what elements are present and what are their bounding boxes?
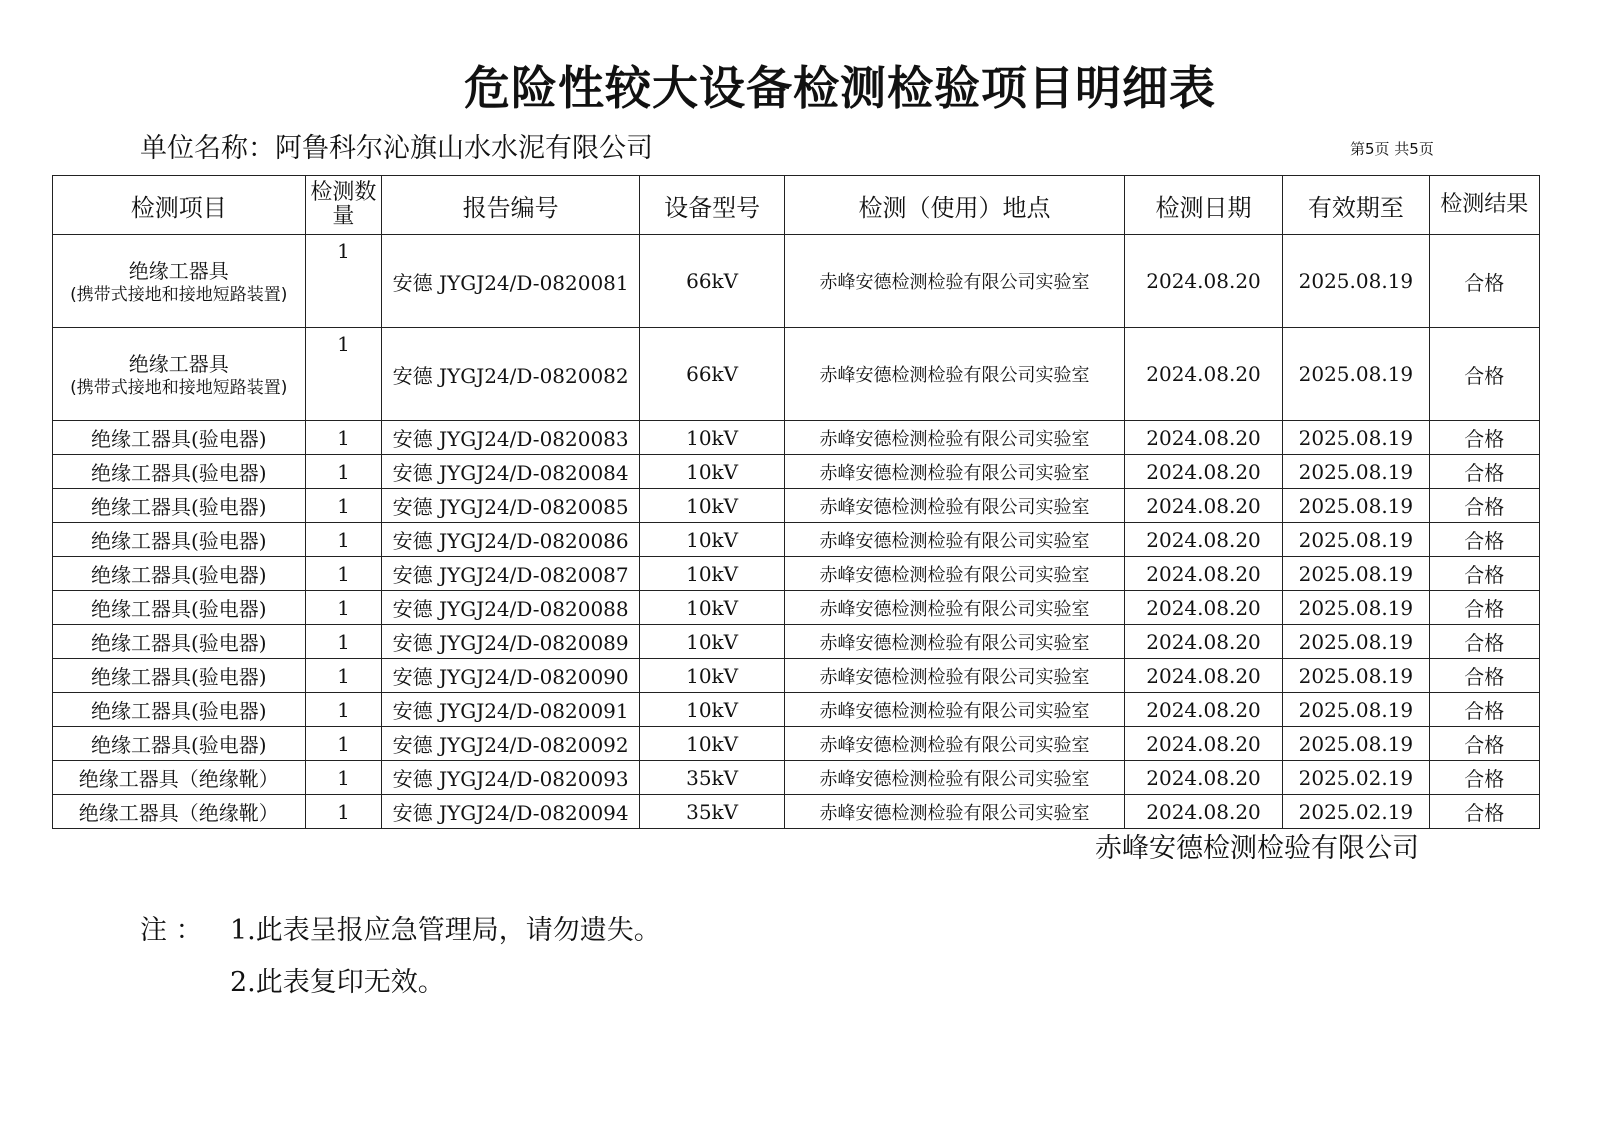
cell-model: 10kV bbox=[640, 625, 785, 659]
cell-location: 赤峰安德检测检验有限公司实验室 bbox=[785, 761, 1125, 795]
cell-report-number: 安德 JYGJ24/D-0820093 bbox=[382, 761, 640, 795]
cell-model: 35kV bbox=[640, 795, 785, 829]
cell-item: 绝缘工器具(验电器) bbox=[53, 591, 306, 625]
cell-valid-until: 2025.08.19 bbox=[1283, 421, 1429, 455]
cell-quantity: 1 bbox=[305, 761, 382, 795]
cell-location: 赤峰安德检测检验有限公司实验室 bbox=[785, 727, 1125, 761]
cell-valid-until: 2025.08.19 bbox=[1283, 693, 1429, 727]
cell-item: 绝缘工器具(验电器) bbox=[53, 693, 306, 727]
cell-model: 10kV bbox=[640, 489, 785, 523]
unit-name: 单位名称：阿鲁科尔沁旗山水水泥有限公司 bbox=[140, 133, 653, 164]
cell-quantity: 1 bbox=[305, 235, 382, 328]
cell-valid-until: 2025.08.19 bbox=[1283, 625, 1429, 659]
cell-result: 合格 bbox=[1429, 235, 1540, 328]
cell-model: 10kV bbox=[640, 523, 785, 557]
cell-item: 绝缘工器具(验电器) bbox=[53, 557, 306, 591]
cell-item: 绝缘工器具(验电器) bbox=[53, 489, 306, 523]
table-row bbox=[53, 523, 1540, 557]
cell-model: 10kV bbox=[640, 455, 785, 489]
cell-valid-until: 2025.08.19 bbox=[1283, 235, 1429, 328]
cell-test-date: 2024.08.20 bbox=[1124, 693, 1283, 727]
cell-result: 合格 bbox=[1429, 421, 1540, 455]
cell-result: 合格 bbox=[1429, 761, 1540, 795]
cell-result: 合格 bbox=[1429, 591, 1540, 625]
cell-model: 10kV bbox=[640, 421, 785, 455]
cell-item: 绝缘工器具(验电器) bbox=[53, 625, 306, 659]
cell-quantity: 1 bbox=[305, 489, 382, 523]
cell-location: 赤峰安德检测检验有限公司实验室 bbox=[785, 328, 1125, 421]
cell-model: 10kV bbox=[640, 659, 785, 693]
cell-quantity: 1 bbox=[305, 727, 382, 761]
cell-report-number: 安德 JYGJ24/D-0820087 bbox=[382, 557, 640, 591]
note-line-1: 1.此表呈报应急管理局，请勿遗失。 bbox=[230, 915, 661, 946]
cell-valid-until: 2025.08.19 bbox=[1283, 557, 1429, 591]
cell-location: 赤峰安德检测检验有限公司实验室 bbox=[785, 421, 1125, 455]
cell-valid-until: 2025.08.19 bbox=[1283, 455, 1429, 489]
cell-location: 赤峰安德检测检验有限公司实验室 bbox=[785, 455, 1125, 489]
cell-test-date: 2024.08.20 bbox=[1124, 591, 1283, 625]
cell-location: 赤峰安德检测检验有限公司实验室 bbox=[785, 659, 1125, 693]
cell-item: 绝缘工器具(验电器) bbox=[53, 659, 306, 693]
cell-item bbox=[53, 328, 306, 421]
table-row bbox=[53, 693, 1540, 727]
table-row bbox=[53, 727, 1540, 761]
header-location: 检测（使用）地点 bbox=[785, 176, 1125, 235]
cell-location: 赤峰安德检测检验有限公司实验室 bbox=[785, 591, 1125, 625]
table-header-row bbox=[53, 176, 1540, 235]
cell-report-number: 安德 JYGJ24/D-0820085 bbox=[382, 489, 640, 523]
cell-model: 10kV bbox=[640, 727, 785, 761]
cell-result: 合格 bbox=[1429, 455, 1540, 489]
cell-item: 绝缘工器具(验电器) bbox=[53, 523, 306, 557]
cell-report-number: 安德 JYGJ24/D-0820089 bbox=[382, 625, 640, 659]
cell-test-date: 2024.08.20 bbox=[1124, 455, 1283, 489]
cell-valid-until: 2025.08.19 bbox=[1283, 489, 1429, 523]
cell-report-number: 安德 JYGJ24/D-0820084 bbox=[382, 455, 640, 489]
cell-test-date: 2024.08.20 bbox=[1124, 489, 1283, 523]
cell-test-date: 2024.08.20 bbox=[1124, 235, 1283, 328]
cell-valid-until: 2025.02.19 bbox=[1283, 761, 1429, 795]
cell-item bbox=[53, 235, 306, 328]
table-row bbox=[53, 235, 1540, 328]
cell-item-sub: (携带式接地和接地短路装置) bbox=[70, 285, 288, 305]
cell-result: 合格 bbox=[1429, 727, 1540, 761]
cell-quantity: 1 bbox=[305, 625, 382, 659]
cell-valid-until: 2025.08.19 bbox=[1283, 523, 1429, 557]
cell-quantity: 1 bbox=[305, 591, 382, 625]
header-item: 检测项目 bbox=[53, 176, 306, 235]
table-row bbox=[53, 489, 1540, 523]
cell-report-number: 安德 JYGJ24/D-0820086 bbox=[382, 523, 640, 557]
cell-model: 66kV bbox=[640, 235, 785, 328]
cell-model: 10kV bbox=[640, 591, 785, 625]
cell-result: 合格 bbox=[1429, 489, 1540, 523]
cell-model: 66kV bbox=[640, 328, 785, 421]
cell-location: 赤峰安德检测检验有限公司实验室 bbox=[785, 693, 1125, 727]
table-body bbox=[53, 235, 1540, 829]
table-row bbox=[53, 328, 1540, 421]
cell-test-date: 2024.08.20 bbox=[1124, 659, 1283, 693]
cell-item: 绝缘工器具(验电器) bbox=[53, 455, 306, 489]
page-title: 危险性较大设备检测检验项目明细表 bbox=[464, 61, 1216, 115]
cell-result: 合格 bbox=[1429, 795, 1540, 829]
table-row bbox=[53, 591, 1540, 625]
cell-location: 赤峰安德检测检验有限公司实验室 bbox=[785, 235, 1125, 328]
cell-model: 35kV bbox=[640, 761, 785, 795]
cell-report-number: 安德 JYGJ24/D-0820081 bbox=[382, 235, 640, 328]
header-result: 检测结果 bbox=[1429, 176, 1540, 235]
cell-quantity: 1 bbox=[305, 693, 382, 727]
cell-valid-until: 2025.08.19 bbox=[1283, 591, 1429, 625]
cell-report-number: 安德 JYGJ24/D-0820091 bbox=[382, 693, 640, 727]
cell-result: 合格 bbox=[1429, 693, 1540, 727]
company-signature: 赤峰安德检测检验有限公司 bbox=[1095, 833, 1419, 864]
cell-test-date: 2024.08.20 bbox=[1124, 795, 1283, 829]
cell-test-date: 2024.08.20 bbox=[1124, 761, 1283, 795]
cell-item-sub: (携带式接地和接地短路装置) bbox=[70, 378, 288, 398]
note-line-2: 2.此表复印无效。 bbox=[230, 967, 445, 998]
header-report-number: 报告编号 bbox=[382, 176, 640, 235]
cell-test-date: 2024.08.20 bbox=[1124, 328, 1283, 421]
cell-valid-until: 2025.02.19 bbox=[1283, 795, 1429, 829]
cell-location: 赤峰安德检测检验有限公司实验室 bbox=[785, 625, 1125, 659]
cell-quantity: 1 bbox=[305, 421, 382, 455]
cell-result: 合格 bbox=[1429, 625, 1540, 659]
table-row bbox=[53, 659, 1540, 693]
page-number: 第5页 共5页 bbox=[1350, 140, 1434, 158]
table-row bbox=[53, 421, 1540, 455]
cell-location: 赤峰安德检测检验有限公司实验室 bbox=[785, 489, 1125, 523]
cell-valid-until: 2025.08.19 bbox=[1283, 727, 1429, 761]
table-row bbox=[53, 557, 1540, 591]
cell-result: 合格 bbox=[1429, 328, 1540, 421]
cell-test-date: 2024.08.20 bbox=[1124, 727, 1283, 761]
cell-test-date: 2024.08.20 bbox=[1124, 625, 1283, 659]
cell-report-number: 安德 JYGJ24/D-0820092 bbox=[382, 727, 640, 761]
cell-item: 绝缘工器具(验电器) bbox=[53, 421, 306, 455]
cell-report-number: 安德 JYGJ24/D-0820088 bbox=[382, 591, 640, 625]
table-row bbox=[53, 455, 1540, 489]
cell-location: 赤峰安德检测检验有限公司实验室 bbox=[785, 795, 1125, 829]
cell-valid-until: 2025.08.19 bbox=[1283, 328, 1429, 421]
cell-quantity: 1 bbox=[305, 557, 382, 591]
cell-valid-until: 2025.08.19 bbox=[1283, 659, 1429, 693]
table-row bbox=[53, 795, 1540, 829]
cell-report-number: 安德 JYGJ24/D-0820082 bbox=[382, 328, 640, 421]
cell-result: 合格 bbox=[1429, 523, 1540, 557]
table-row bbox=[53, 761, 1540, 795]
inspection-table bbox=[52, 175, 1540, 829]
cell-item: 绝缘工器具(验电器) bbox=[53, 727, 306, 761]
cell-report-number: 安德 JYGJ24/D-0820090 bbox=[382, 659, 640, 693]
cell-item: 绝缘工器具（绝缘靴） bbox=[53, 761, 306, 795]
cell-report-number: 安德 JYGJ24/D-0820083 bbox=[382, 421, 640, 455]
cell-item-main: 绝缘工器具 bbox=[128, 352, 229, 376]
header-model: 设备型号 bbox=[640, 176, 785, 235]
note-label: 注 ： bbox=[140, 915, 203, 946]
header-quantity: 检测数量 bbox=[305, 176, 382, 235]
header-valid-until: 有效期至 bbox=[1283, 176, 1429, 235]
cell-test-date: 2024.08.20 bbox=[1124, 421, 1283, 455]
cell-item: 绝缘工器具（绝缘靴） bbox=[53, 795, 306, 829]
cell-quantity: 1 bbox=[305, 328, 382, 421]
cell-result: 合格 bbox=[1429, 557, 1540, 591]
cell-quantity: 1 bbox=[305, 455, 382, 489]
cell-result: 合格 bbox=[1429, 659, 1540, 693]
cell-quantity: 1 bbox=[305, 523, 382, 557]
cell-location: 赤峰安德检测检验有限公司实验室 bbox=[785, 523, 1125, 557]
cell-quantity: 1 bbox=[305, 659, 382, 693]
cell-item-main: 绝缘工器具 bbox=[128, 259, 229, 283]
cell-model: 10kV bbox=[640, 693, 785, 727]
cell-test-date: 2024.08.20 bbox=[1124, 557, 1283, 591]
cell-quantity: 1 bbox=[305, 795, 382, 829]
cell-report-number: 安德 JYGJ24/D-0820094 bbox=[382, 795, 640, 829]
header-test-date: 检测日期 bbox=[1124, 176, 1283, 235]
table-row bbox=[53, 625, 1540, 659]
cell-model: 10kV bbox=[640, 557, 785, 591]
cell-test-date: 2024.08.20 bbox=[1124, 523, 1283, 557]
cell-location: 赤峰安德检测检验有限公司实验室 bbox=[785, 557, 1125, 591]
